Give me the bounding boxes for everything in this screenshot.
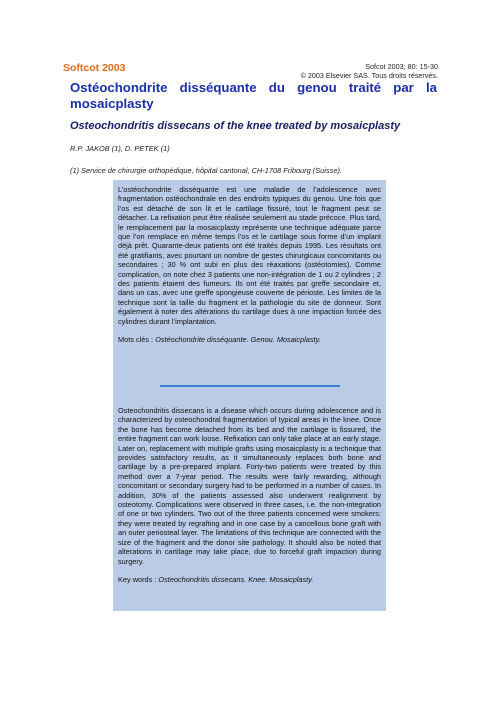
citation-block <box>301 62 438 80</box>
abstract-french <box>113 180 386 406</box>
keywords-english-label: Key words : <box>118 574 157 584</box>
affiliation: (1) Service de chirurgie orthopédique, hôpital cantonal, CH-1708 Fribourg (Suisse). <box>70 166 342 175</box>
citation-line-1: Sofcot 2003; 80: 15-30 <box>365 62 438 71</box>
abstract-english <box>113 402 386 611</box>
authors: R.P. JAKOB (1), D. PETEK (1) <box>70 144 170 153</box>
keywords-french-values: Ostéochondrite disséquante. Genou. Mosaicplasty. <box>155 335 321 345</box>
keywords-french <box>118 335 381 344</box>
keywords-english <box>118 575 381 584</box>
abstract-english-body: Osteochondritis dissecans is a disease which occurs during adolescence and is characterized by osteochondral fragmentation of typical areas in the knee. Once the bone has become detached from its bed and the cartilage is fissured, the entire fragment can work loose. Refixation can only take place at an early stage. Later on, replacement with multiple grafts using mosaicplasty is a technique that provides satisfactory results, as it simultaneously replaces both bone and cartilage by a pre-prepared implant. Forty-two patients were treated by this method over a 7-year period. The results were fairly rewarding, although concomitant or secondary surgery had to be performed in a number of cases. In addition, 30% of the patients assessed also underwent realignment by osteotomy. Complications were observed in three cases, i.e. the non-integration of one or two cylinders. Two out of the three patients concerned were smokers: they were treated by regrafting and in one case by a cancellous bone graft with an outer periosteal layer. The limitations of this technique are connected with the size of the fragment and the donor site pathology. It should also be noted that alterations in cartilage may take place, due to forceful graft impaction during surgery. <box>118 406 381 566</box>
copyright-line: © 2003 Elsevier SAS. Tous droits réservés. <box>300 71 438 80</box>
keywords-french-label: Mots clés : <box>118 335 154 345</box>
article-title-french: Ostéochondrite disséquante du genou traité par la mosaicplasty <box>70 80 437 111</box>
abstract-french-body: L’ostéochondrite disséquante est une maladie de l’adolescence avec fragmentation ostéochondrale en des endroits typiques du genou. Une fois que l’os est détaché de son lit et le cartilage fissuré, tout le fragment peut se détacher. La refixation peut être réalisée seulement au stade précoce. Plus tard, le remplacement par la mosaicplasty représente une technique adéquate parce que l’on remplace en même temps l’os et le cartilage sous forme d’un implant déjà prêt. Quarante-deux patients ont été traités depuis 1995. Les résultats ont été gratifiants, avec pourtant un nombre de gestes chirurgicaux concomitants ou secondaires ; 30 % ont subi en plus des réaxations (ostéotomies). Comme complication, on note chez 3 patients une non-intégration de 1 ou 2 cylindres ; 2 des patients étaient des fumeurs. Ils ont été traités par greffe secondaire et, dans un cas, avec une greffe spongieuse couverte de périoste. Les limites de la technique sont la taille du fragment et la pathologie du site de donneur. Sont également à noter des altérations du cartilage dues à une impaction forcée des cylindres durant l’implantation. <box>118 185 381 326</box>
article-title-english: Osteochondritis dissecans of the knee treated by mosaicplasty <box>70 120 401 132</box>
journal-name: Softcot 2003 <box>63 62 126 74</box>
section-divider <box>160 385 340 387</box>
keywords-english-values: Osteochondritis dissecans. Knee. Mosaicplasty. <box>158 574 314 584</box>
